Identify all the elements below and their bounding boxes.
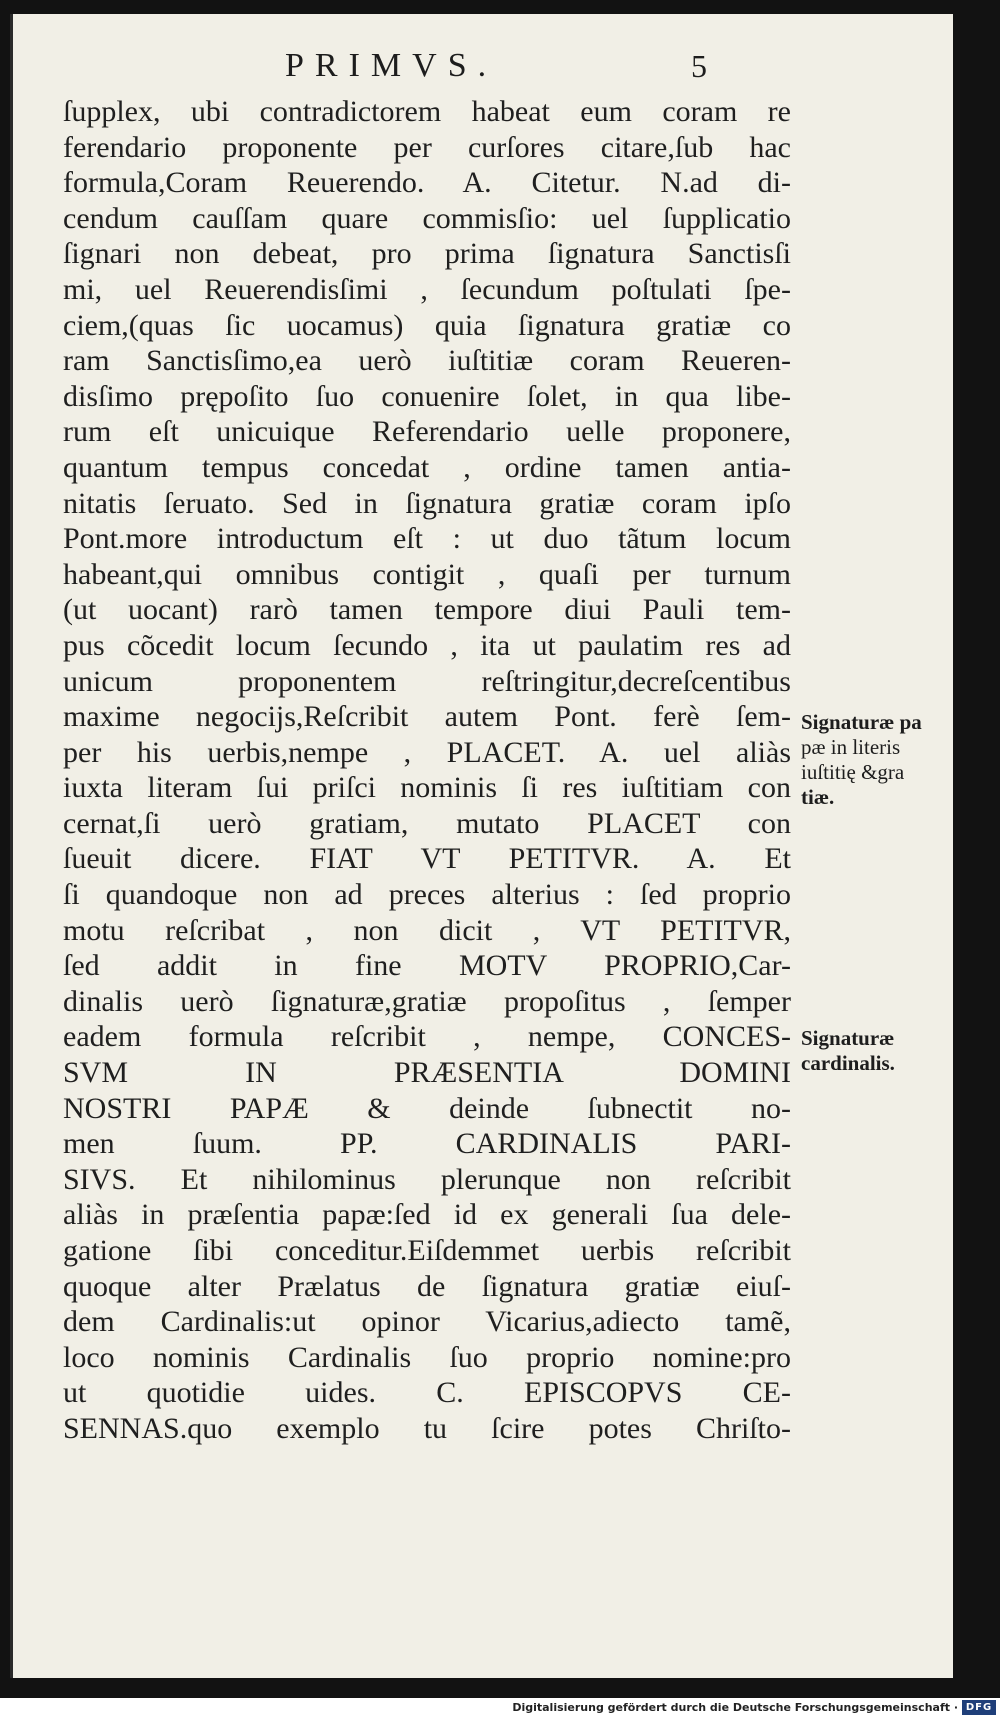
text-line: SIVS. Et nihilominus plerunque non reſcribit xyxy=(63,1162,791,1196)
footer-bar xyxy=(0,1698,1000,1718)
text-line: ſupplex, ubi contradictorem habeat eum coram re xyxy=(63,95,791,128)
text-line: ſi quandoque non ad preces alterius : ſed proprio xyxy=(63,878,791,912)
dfg-logo: DFG xyxy=(962,1700,996,1715)
text-line: ciem,(quas ſic uocamus) quia ſignatura gratiæ co xyxy=(63,308,791,342)
text-line: dinalis uerò ſignaturæ,gratiæ propoſitus , ſemper xyxy=(63,984,791,1018)
marginal-note-line: tiæ. xyxy=(801,785,835,809)
text-line: habeant,qui omnibus contigit , quaſi per turnum xyxy=(63,557,791,591)
text-line: gatione ſibi conceditur.Eiſdemmet uerbis reſcribit xyxy=(63,1234,791,1267)
text-line: cendum cauſſam quare commisſio: uel ſupplicatio xyxy=(63,201,791,235)
text-line: aliàs in præſentia papæ:ſed id ex generali ſua dele- xyxy=(63,1198,791,1232)
running-head xyxy=(13,42,803,90)
text-line: (ut uocant) rarò tamen tempore diui Pauli tem- xyxy=(63,593,791,627)
text-line: iuxta literam ſui priſci nominis ſi res iuſtitiam con xyxy=(63,771,791,805)
text-line: formula,Coram Reuerendo. A. Citetur. N.ad di- xyxy=(63,166,791,200)
text-line: eadem formula reſcribit , nempe, CONCES- xyxy=(63,1020,791,1054)
marginal-note-line: cardinalis. xyxy=(801,1051,895,1075)
text-line: Pont.more introductum eſt : ut duo tãtum locum xyxy=(63,522,791,556)
funding-notice: Digitalisierung gefördert durch die Deutsche Forschungsgemeinschaft · xyxy=(512,1701,958,1714)
text-line: ſueuit dicere. FIAT VT PETITVR. A. Et xyxy=(63,842,791,876)
book-page xyxy=(10,14,953,1678)
text-line: SVM IN PRÆSENTIA DOMINI xyxy=(63,1056,791,1090)
text-line: motu reſcribat , non dicit , VT PETITVR, xyxy=(63,913,791,947)
text-line: men ſuum. PP. CARDINALIS PARI- xyxy=(63,1127,791,1161)
text-line: ut quotidie uides. C. EPISCOPVS CE- xyxy=(63,1376,791,1410)
marginal-note-signatura-papae xyxy=(801,710,961,810)
text-line: quoque alter Prælatus de ſignatura gratiæ eiuſ- xyxy=(63,1269,791,1303)
body-text xyxy=(63,94,791,1447)
text-line: per his uerbis,nempe , PLACET. A. uel aliàs xyxy=(63,735,791,769)
marginal-note-signatura-cardinalis xyxy=(801,1026,961,1076)
text-line: cernat,ſi uerò gratiam, mutato PLACET con xyxy=(63,806,791,840)
marginal-note-line: pæ in literis xyxy=(801,735,901,759)
running-head-title: PRIMVS. xyxy=(285,47,498,84)
text-line: ram Sanctisſimo,ea uerò iuſtitiæ coram Reueren- xyxy=(63,344,791,378)
text-line: dem Cardinalis:ut opinor Vicarius,adiecto tamẽ, xyxy=(63,1305,791,1339)
text-line: nitatis ſeruato. Sed in ſignatura gratiæ coram ipſo xyxy=(63,486,791,520)
marginal-note-line: iuſtitię &gra xyxy=(801,760,905,784)
marginal-note-line: Signaturæ pa xyxy=(801,710,922,734)
text-line: disſimo prępoſito ſuo conuenire ſolet, in qua libe- xyxy=(63,379,791,413)
text-line: quantum tempus concedat , ordine tamen antia- xyxy=(63,450,791,484)
text-line: ſignari non debeat, pro prima ſignatura Sanctisſi xyxy=(63,237,791,271)
text-line: loco nominis Cardinalis ſuo proprio nomine:pro xyxy=(63,1340,791,1374)
page-number: 5 xyxy=(691,48,707,84)
marginal-note-line: Signaturæ xyxy=(801,1026,895,1050)
text-line: rum eſt unicuique Referendario uelle proponere, xyxy=(63,415,791,449)
text-line: unicum proponentem reſtringitur,decreſcentibus xyxy=(63,664,791,698)
text-line: ferendario proponente per curſores citare,ſub hac xyxy=(63,130,791,164)
text-line: mi, uel Reuerendisſimi , ſecundum poſtulati ſpe- xyxy=(63,272,791,306)
text-line: SENNAS.quo exemplo tu ſcire potes Chriſto- xyxy=(63,1411,791,1445)
text-line: pus cõcedit locum ſecundo , ita ut paulatim res ad xyxy=(63,628,791,662)
text-line: NOSTRI PAPÆ & deinde ſubnectit no- xyxy=(63,1091,791,1125)
text-line: ſed addit in fine MOTV PROPRIO,Car- xyxy=(63,949,791,983)
text-line: maxime negocijs,Reſcribit autem Pont. ferè ſem- xyxy=(63,700,791,734)
